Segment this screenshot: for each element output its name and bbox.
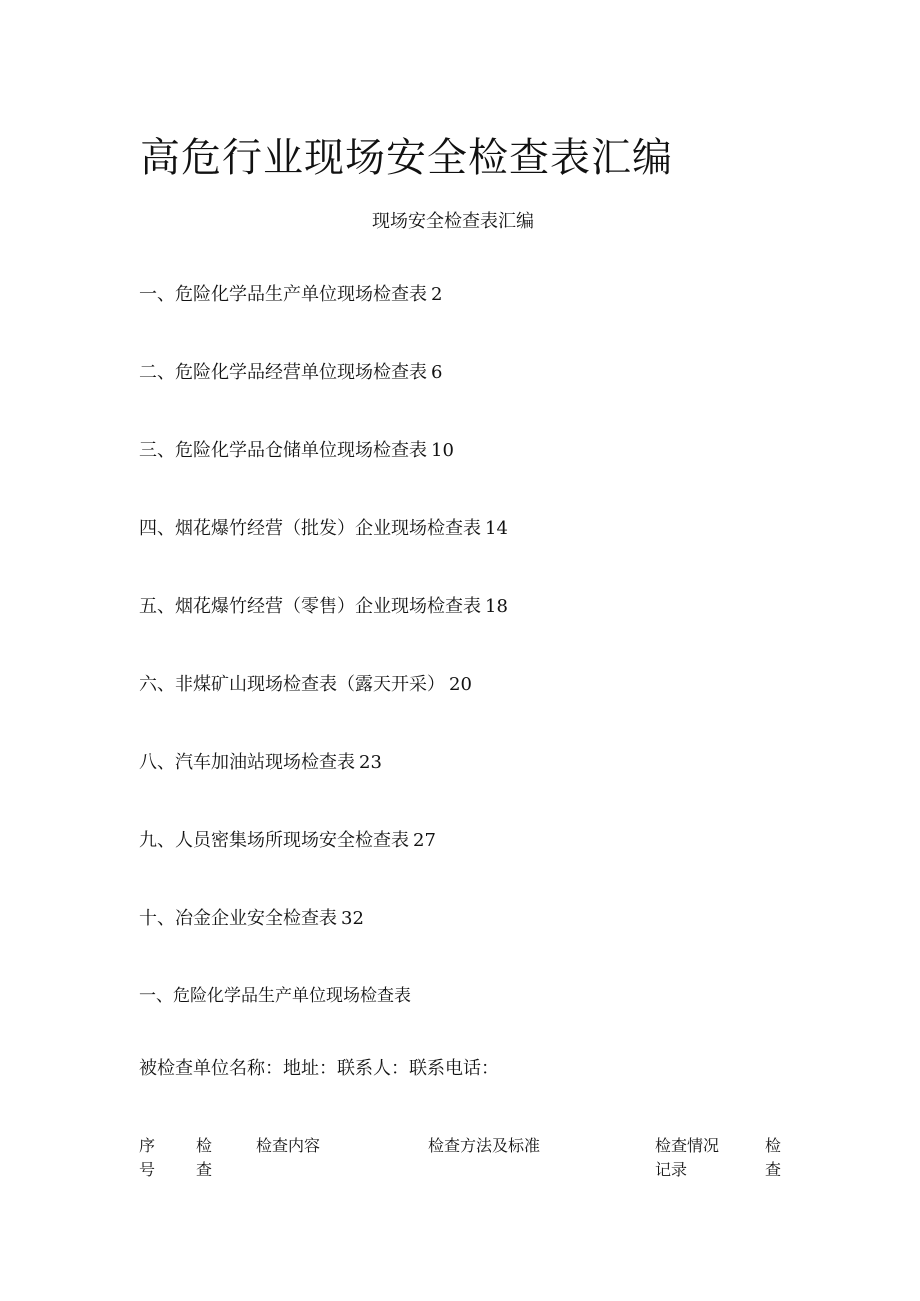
toc-item-label: 三、危险化学品仓储单位现场检查表 <box>139 440 427 461</box>
toc-item-page: 32 <box>341 908 364 929</box>
toc-item-page: 27 <box>413 830 436 851</box>
toc-item-page: 2 <box>431 284 443 305</box>
toc-item <box>139 516 508 594</box>
toc-item-page: 6 <box>431 362 443 383</box>
toc-item-label: 十、冶金企业安全检查表 <box>139 908 337 929</box>
toc-item-label: 一、危险化学品生产单位现场检查表 <box>139 284 427 305</box>
toc-item <box>139 438 508 516</box>
toc-item-label: 五、烟花爆竹经营（零售）企业现场检查表 <box>139 596 481 617</box>
toc-item <box>139 594 508 672</box>
toc-item-label: 六、非煤矿山现场检查表（露天开采） <box>139 674 445 695</box>
col-header-check-content: 检查内容 <box>256 1136 321 1155</box>
toc-item <box>139 282 508 360</box>
section-heading: 一、危险化学品生产单位现场检查表 <box>139 986 411 1006</box>
document-subtitle: 现场安全检查表汇编 <box>372 211 534 232</box>
col-header-check-result: 检查 <box>765 1136 782 1179</box>
col-header-check-method: 检查方法及标准 <box>428 1136 541 1155</box>
col-header-check-item: 检查 <box>196 1136 213 1179</box>
toc-item-page: 14 <box>485 518 508 539</box>
toc-item-label: 四、烟花爆竹经营（批发）企业现场检查表 <box>139 518 481 539</box>
toc-item-label: 九、人员密集场所现场安全检查表 <box>139 830 409 851</box>
toc-item <box>139 750 508 828</box>
col-header-serial-number: 序号 <box>139 1136 156 1179</box>
document-title: 高危行业现场安全检查表汇编 <box>140 135 673 181</box>
toc-item-label: 二、危险化学品经营单位现场检查表 <box>139 362 427 383</box>
toc-item-page: 18 <box>485 596 508 617</box>
toc-item <box>139 360 508 438</box>
toc-item-page: 10 <box>431 440 454 461</box>
col-header-check-record: 检查情况记录 <box>655 1136 720 1179</box>
toc-item-label: 八、汽车加油站现场检查表 <box>139 752 355 773</box>
toc-item <box>139 828 508 906</box>
table-of-contents <box>139 282 508 984</box>
toc-item <box>139 672 508 750</box>
toc-item <box>139 906 508 984</box>
toc-item-page: 20 <box>449 674 472 695</box>
inspection-form-fields: 被检查单位名称：地址：联系人：联系电话： <box>139 1058 499 1079</box>
checklist-table-header <box>0 1134 920 1194</box>
toc-item-page: 23 <box>359 752 382 773</box>
